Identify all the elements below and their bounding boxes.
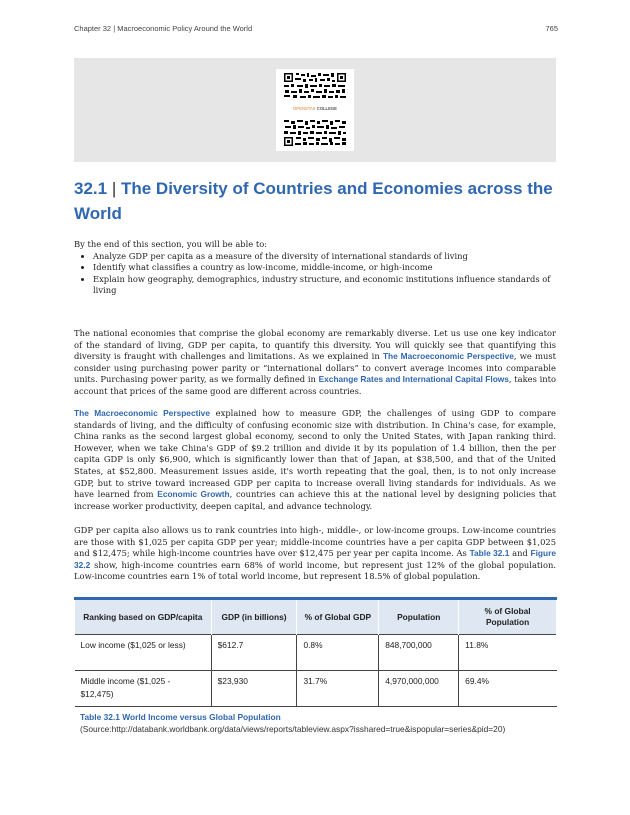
paragraph-text: show, high-income countries earn 68% of world income, but represent just 12% of the global population. Low-income countries earn 1% of total world income, but represent 18.5% of global population. [74, 559, 556, 582]
table-header-row [75, 599, 557, 635]
qr-code-image-top [283, 72, 347, 100]
section-heading [74, 176, 554, 226]
paragraph-text: , takes into account that prices of the same good are different across countries. [74, 374, 556, 396]
paragraph-text: GDP per capita also allows us to rank countries into high-, middle-, or low-income groups. Low-income countries are those with $1,025 per capita GDP per year; middle-income countries have a per capita GDP between $1,025 and $12,475; while high-income countries have over $12,475 per year per capita income. As [74, 525, 556, 559]
learning-objectives [74, 239, 556, 297]
column-header: Population [379, 599, 459, 635]
objective-item: • Explain how geography, demographics, industry structure, and economic institutions influence standards of living [93, 274, 556, 297]
link-table-32-1[interactable]: Table 32.1 [469, 548, 510, 559]
column-header: GDP (in billions) [211, 599, 297, 635]
table-cell: 31.7% [297, 671, 379, 707]
objective-item: • Identify what classifies a country as low-income, middle-income, or high-income [93, 262, 556, 274]
link-economic-growth[interactable]: Economic Growth [157, 489, 230, 500]
paragraph-text: and [509, 548, 531, 559]
table-cell: 848,700,000 [379, 635, 459, 671]
section-number: 32.1 [74, 179, 108, 198]
table-caption-source: (Source:http://databank.worldbank.org/data/views/reports/tableview.aspx?isshared=true&ispopular=series&pid=20) [80, 724, 506, 734]
table-cell: $23,930 [211, 671, 297, 707]
column-header: % of Global GDP [297, 599, 379, 635]
column-header: Ranking based on GDP/capita [75, 599, 212, 635]
table-cell: 4,970,000,000 [379, 671, 459, 707]
table-caption [80, 711, 550, 735]
table-row [75, 671, 557, 707]
link-macroeconomic-perspective-2[interactable]: The Macroeconomic Perspective [74, 408, 210, 418]
objective-item: • Analyze GDP per capita as a measure of the diversity of international standards of living [93, 251, 556, 263]
table-cell: 69.4% [459, 671, 557, 707]
paragraph-3 [74, 525, 556, 583]
section-title: The Diversity of Countries and Economies across the World [74, 179, 553, 223]
table-cell: Middle income ($1,025 - $12,475) [75, 671, 212, 707]
table-cell: $612.7 [211, 635, 297, 671]
table-caption-label: Table 32.1 World Income versus Global Population [80, 712, 281, 722]
paragraph-text: , countries can achieve this at the national level by designing policies that increase worker productivity, deepen capital, and advance technology. [74, 489, 556, 511]
paragraph-1 [74, 328, 556, 398]
link-figure-32-2[interactable]: Figure 32.2 [74, 548, 557, 570]
objectives-intro: By the end of this section, you will be able to: [74, 239, 268, 249]
qr-code-image-bottom [283, 119, 347, 147]
paragraph-text: explained how to measure GDP, the challenges of using GDP to compare standards of living, and the difficulty of confusing economic size with distribution. In China's case, for example, China ranks as the second largest global economy, second to only the United States, with Japan ranking third. However, when we take China's GDP of $9.2 trillion and divide it by its population of 1.4 billion, then the per capita GDP is only $6,900, which is significantly lower than that of Japan, at $38,500, and that of the United States, at $52,800. Measurement issues aside, it's worth repeating that the goal, then, is to not only increase GDP, but to strive toward increased GDP per capita to increase overall living standards for individuals. As we have learned from [74, 408, 556, 500]
world-income-table [74, 597, 557, 707]
table-row [75, 635, 557, 671]
link-macroeconomic-perspective[interactable]: The Macroeconomic Perspective [382, 351, 514, 362]
running-header-chapter: Chapter 32 | Macroeconomic Policy Around the World [74, 24, 253, 33]
column-header: % of Global Population [459, 599, 557, 635]
paragraph-2 [74, 408, 556, 512]
table-cell: 0.8% [297, 635, 379, 671]
paragraph-text: The national economies that comprise the global economy are remarkably diverse. Let us use one key indicator of the standard of living, GDP per capita, to quantify this diversity. You will quickly see that quantifying this diversity is fraught with challenges and limitations. As we explained in [74, 328, 556, 362]
table-cell: 11.8% [459, 635, 557, 671]
link-exchange-rates[interactable]: Exchange Rates and International Capital Flows [318, 374, 509, 385]
qr-code-panel [74, 58, 556, 162]
section-separator: | [107, 179, 121, 198]
qr-code-card[interactable] [276, 69, 354, 151]
table-cell: Low income ($1,025 or less) [75, 635, 212, 671]
openstax-logo: OPENSTAX COLLEGE [293, 106, 337, 111]
objectives-list [74, 251, 556, 297]
page-number: 765 [545, 24, 558, 33]
paragraph-text: , we must consider using purchasing power parity or “international dollars” to convert average incomes into comparable units. Purchasing power parity, as we formally defined in [74, 351, 557, 385]
